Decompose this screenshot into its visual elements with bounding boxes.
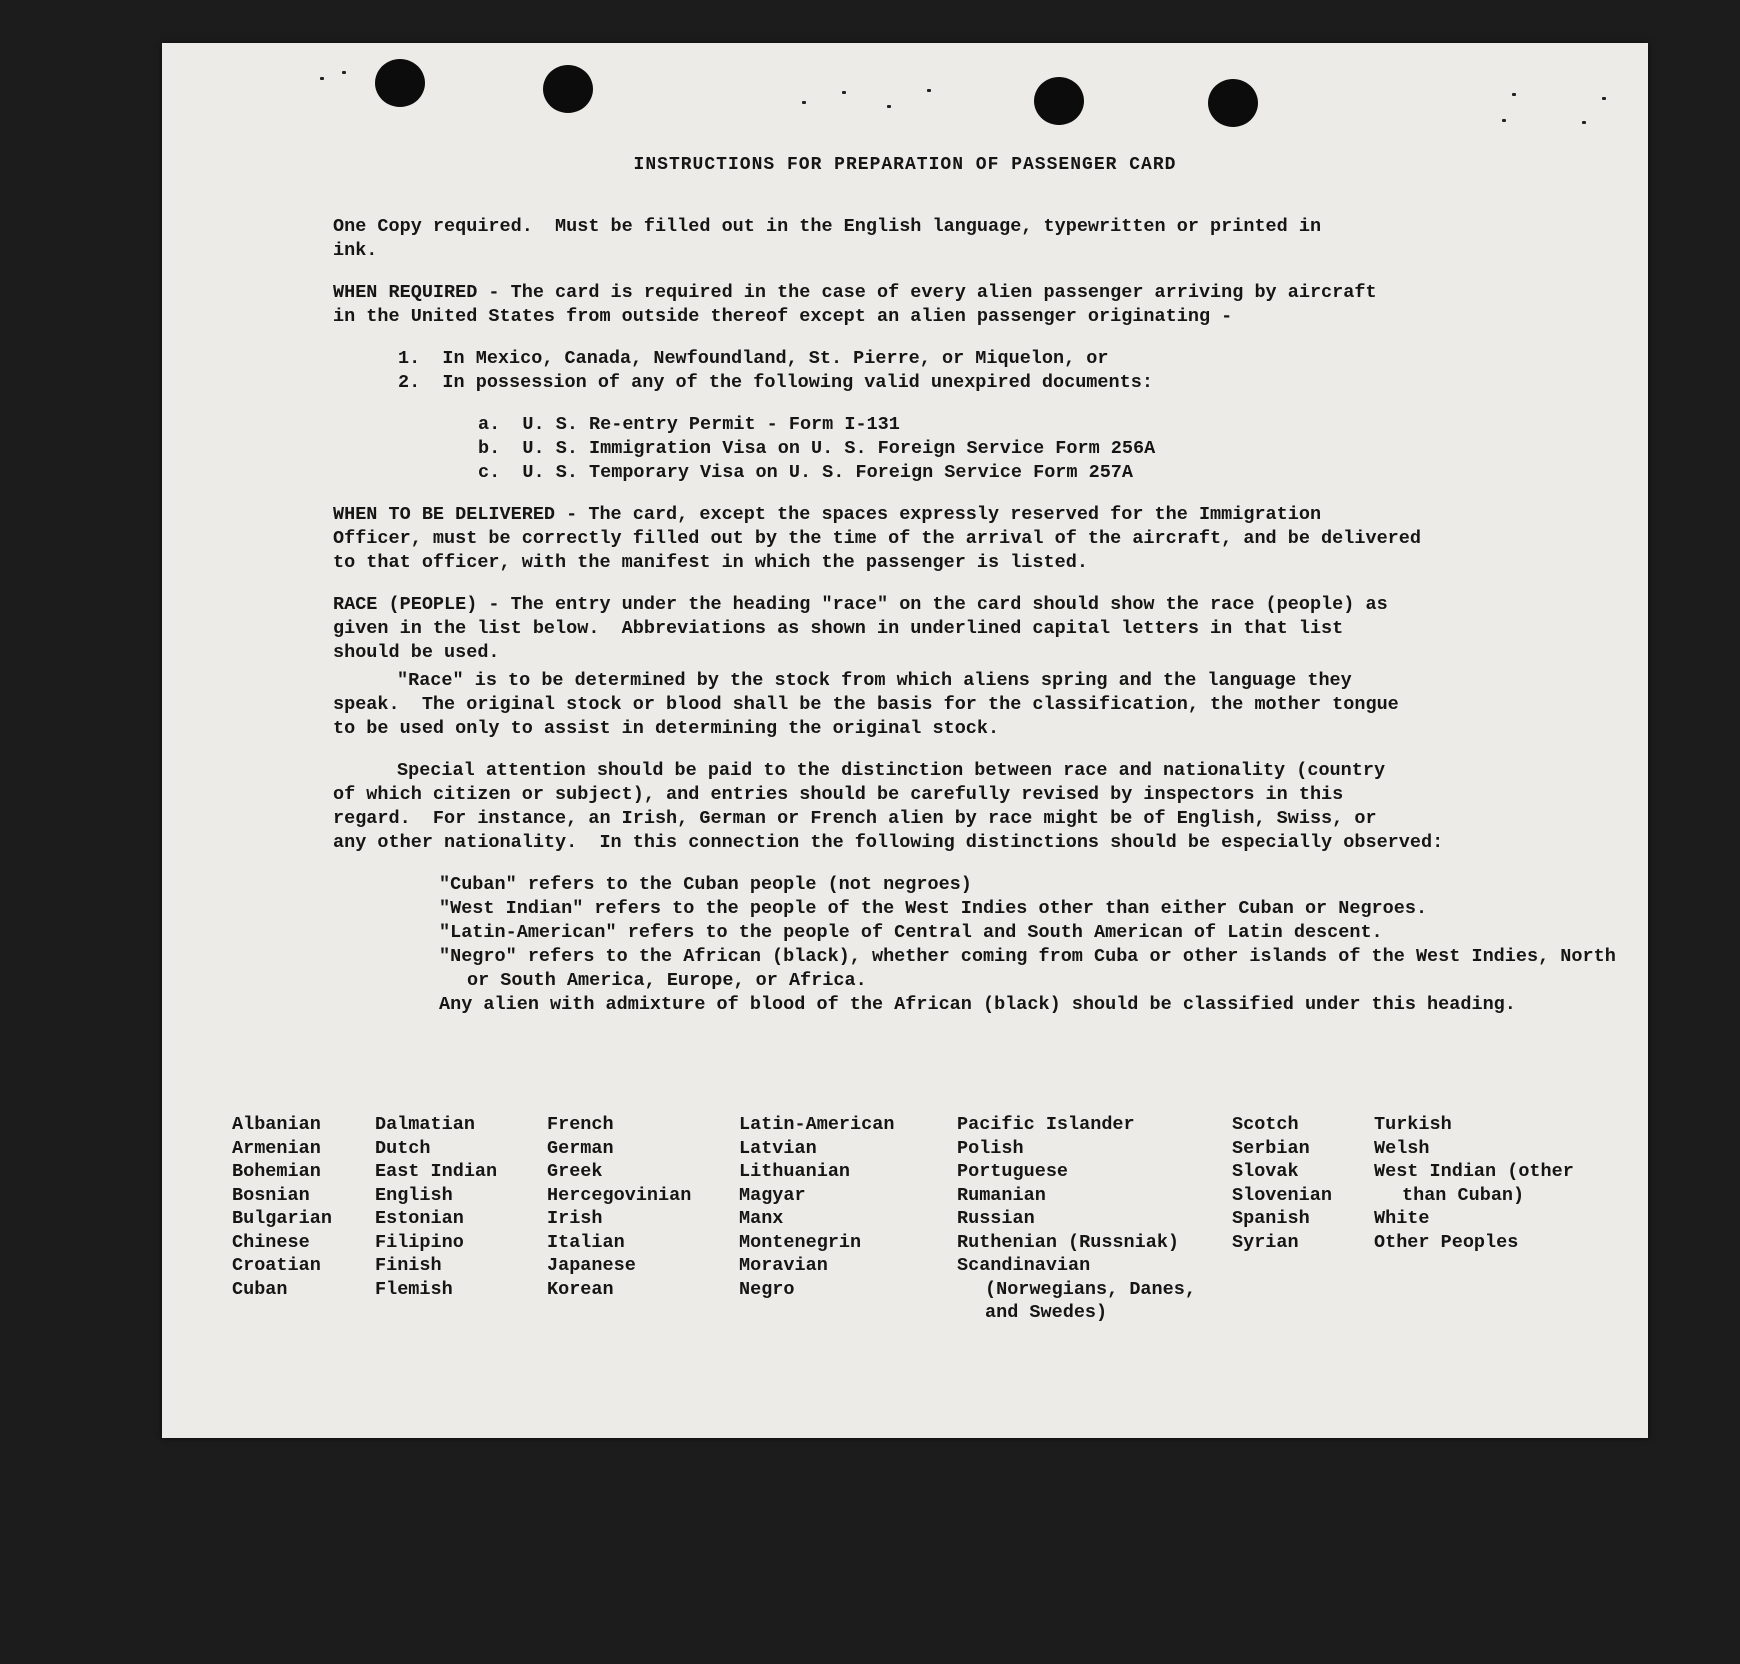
- race-item: Polish: [957, 1137, 1024, 1159]
- race-column: [232, 1113, 332, 1301]
- race-item: Portuguese: [957, 1161, 1069, 1182]
- race-item: Magyar: [739, 1184, 806, 1206]
- race-column: [739, 1113, 894, 1301]
- race-item: Estonian: [375, 1208, 464, 1229]
- race-item: Moravian: [739, 1255, 828, 1276]
- race-item: Spanish: [1232, 1208, 1310, 1229]
- race-item: East Indian: [375, 1161, 498, 1182]
- race-item: Filipino: [375, 1231, 464, 1253]
- race-item: Korean: [547, 1278, 614, 1300]
- race-item: Hercegovinian: [547, 1184, 692, 1206]
- race-item: Manx: [739, 1208, 784, 1229]
- speck: [887, 105, 891, 108]
- race-item: Welsh: [1374, 1137, 1430, 1159]
- race-item: Chinese: [232, 1231, 310, 1253]
- punch-hole: [543, 65, 593, 113]
- paragraph-race: RACE (PEOPLE) - The entry under the heading "race" on the card should show the race (people) as given in the list below. Abbreviations as shown in underlined capital letters in that list should be used.: [333, 594, 1388, 663]
- race-item: Scotch: [1232, 1114, 1299, 1135]
- race-item: Serbian: [1232, 1137, 1310, 1159]
- race-item: Lithuanian: [739, 1161, 851, 1182]
- race-item: Cuban: [232, 1278, 288, 1300]
- race-item: Bosnian: [232, 1184, 310, 1206]
- race-item: Montenegrin: [739, 1231, 862, 1253]
- paragraph-race-definition: "Race" is to be determined by the stock from which aliens spring and the language they speak. The original stock or blood shall be the basis for the classification, the mother tongue to be used only to assist in determining the original stock.: [333, 670, 1399, 739]
- instructions-body: [333, 215, 1633, 1017]
- race-column: [957, 1113, 1217, 1325]
- race-item: Latin-American: [739, 1114, 895, 1135]
- numbered-list: [398, 347, 1633, 395]
- speck: [927, 89, 931, 92]
- distinction-item: "Cuban" refers to the Cuban people (not negroes): [439, 874, 972, 895]
- race-item: Finish: [375, 1255, 442, 1276]
- speck: [1602, 97, 1606, 100]
- race-item: West Indian (other than Cuban): [1374, 1161, 1574, 1206]
- race-item: German: [547, 1137, 614, 1159]
- list-item: c. U. S. Temporary Visa on U. S. Foreign Service Form 257A: [478, 462, 1134, 483]
- race-column: [1374, 1113, 1614, 1254]
- race-item: Turkish: [1374, 1114, 1452, 1135]
- race-item: Albanian: [232, 1114, 321, 1135]
- race-item: Scandinavian (Norwegians, Danes, and Swedes): [957, 1255, 1196, 1323]
- distinction-item: "West Indian" refers to the people of the West Indies other than either Cuban or Negroes.: [439, 898, 1428, 919]
- list-item: 2. In possession of any of the following valid unexpired documents:: [398, 372, 1153, 393]
- document-title: INSTRUCTIONS FOR PREPARATION OF PASSENGER CARD: [633, 155, 1177, 175]
- list-item: a. U. S. Re-entry Permit - Form I-131: [478, 414, 900, 435]
- race-item: Latvian: [739, 1137, 817, 1159]
- speck: [1502, 119, 1506, 122]
- race-item: French: [547, 1114, 614, 1135]
- paragraph-when-required: WHEN REQUIRED - The card is required in the case of every alien passenger arriving by aircraft in the United States from outside thereof except an alien passenger originating -: [333, 282, 1377, 327]
- distinction-item: "Latin-American" refers to the people of Central and South American of Latin descent.: [439, 922, 1383, 943]
- paragraph-special-attention: Special attention should be paid to the distinction between race and nationality (country of which citizen or subject), and entries should be carefully revised by inspectors in this regard. For instance, an Irish, German or French alien by race might be of English, Swiss, or any other nationality. In this connection the following distinctions should be especially observed:: [333, 760, 1444, 853]
- race-item: Negro: [739, 1278, 795, 1300]
- speck: [802, 101, 806, 104]
- list-item: 1. In Mexico, Canada, Newfoundland, St. Pierre, or Miquelon, or: [398, 348, 1109, 369]
- paragraph-copy: One Copy required. Must be filled out in the English language, typewritten or printed in ink.: [333, 216, 1322, 261]
- speck: [320, 77, 324, 80]
- race-item: Armenian: [232, 1137, 321, 1159]
- speck: [1512, 93, 1516, 96]
- document-list: [478, 413, 1633, 485]
- punch-hole: [1208, 79, 1258, 127]
- race-column: [547, 1113, 691, 1301]
- race-item: Dalmatian: [375, 1114, 475, 1135]
- race-item: Bohemian: [232, 1161, 321, 1182]
- punch-hole: [1034, 77, 1084, 125]
- distinction-item: Any alien with admixture of blood of the African (black) should be classified under this heading.: [439, 994, 1516, 1015]
- race-item: Russian: [957, 1208, 1035, 1229]
- paragraph-when-delivered: WHEN TO BE DELIVERED - The card, except the spaces expressly reserved for the Immigration Officer, must be correctly filled out by the time of the arrival of the aircraft, and be delivered to that officer, with the manifest in which the passenger is listed.: [333, 504, 1421, 573]
- race-item: Other Peoples: [1374, 1231, 1519, 1253]
- race-item: Dutch: [375, 1137, 431, 1159]
- speck: [342, 71, 346, 74]
- punch-hole: [375, 59, 425, 107]
- race-item: Croatian: [232, 1255, 321, 1276]
- race-column: [375, 1113, 497, 1301]
- race-item: Ruthenian (Russniak): [957, 1231, 1180, 1253]
- document-page: [162, 43, 1648, 1438]
- race-item: English: [375, 1184, 453, 1206]
- speck: [1582, 121, 1586, 124]
- race-item: Slovenian: [1232, 1184, 1332, 1206]
- race-item: Italian: [547, 1231, 625, 1253]
- race-item: Pacific Islander: [957, 1114, 1135, 1135]
- race-item: Irish: [547, 1208, 603, 1229]
- list-item: b. U. S. Immigration Visa on U. S. Foreign Service Form 256A: [478, 438, 1156, 459]
- speck: [842, 91, 846, 94]
- race-item: Japanese: [547, 1255, 636, 1276]
- race-item: Slovak: [1232, 1161, 1299, 1182]
- race-column: [1232, 1113, 1332, 1254]
- distinction-item: "Negro" refers to the African (black), whether coming from Cuba or other islands of the West Indies, North or South America, Europe, or Africa.: [439, 946, 1616, 991]
- race-item: Greek: [547, 1161, 603, 1182]
- race-item: White: [1374, 1208, 1430, 1229]
- race-item: Syrian: [1232, 1231, 1299, 1253]
- race-item: Flemish: [375, 1278, 453, 1300]
- race-item: Rumanian: [957, 1184, 1046, 1206]
- race-item: Bulgarian: [232, 1208, 332, 1229]
- distinctions-list: [439, 873, 1633, 1017]
